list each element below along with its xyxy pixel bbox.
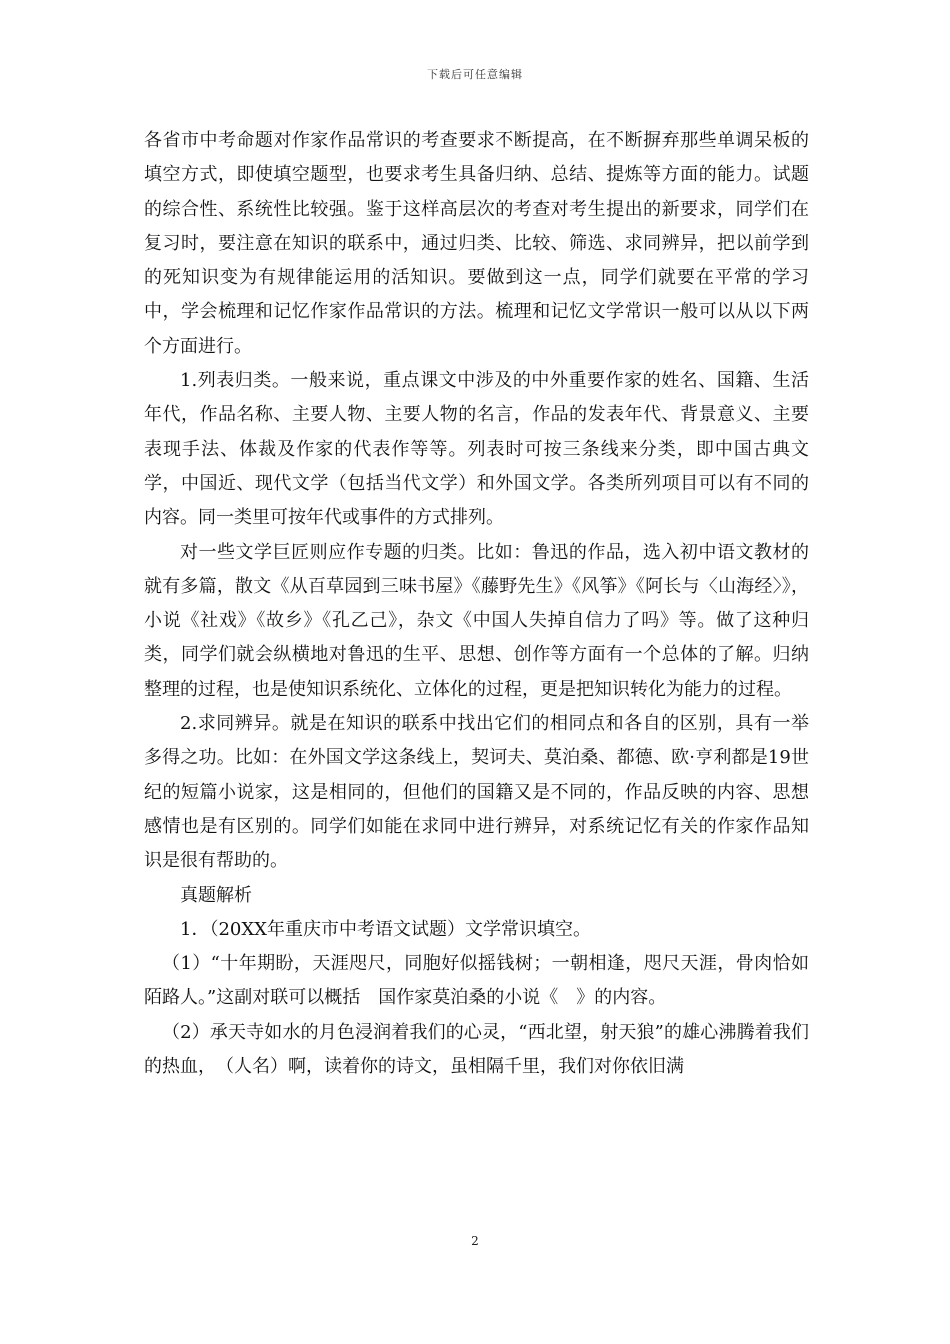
intro-paragraph: 各省市中考命题对作家作品常识的考查要求不断提高，在不断摒弃那些单调呆板的填空方式，即使填空题型，也要求考生具备归纳、总结、提炼等方面的能力。试题的综合性、系统性比较强。鉴于这样高层次的考查对考生提出的新要求，同学们在复习时，要注意在知识的联系中，通过归类、比较、筛选、求同辨异，把以前学到的死知识变为有规律能运用的活知识。要做到这一点，同学们就要在平常的学习中，学会梳理和记忆作家作品常识的方法。梳理和记忆文学常识一般可以从以下两个方面进行。 (144, 130, 809, 357)
page-header: 下载后可任意编辑 (427, 68, 523, 81)
question-1-title: 1．（20XX年重庆市中考语文试题）文学常识填空。 (180, 918, 591, 940)
section-heading-exam-analysis: 真题解析 (180, 884, 252, 906)
question-1-part-2: （2）承天寺如水的月色浸润着我们的心灵，“西北望，射天狼”的雄心沸腾着我们的热血， （人名）啊，读着你的诗文，虽相隔千里，我们对你依旧满 (144, 1021, 809, 1078)
method-list-classify-paragraph: 1.列表归类。一般来说，重点课文中涉及的中外重要作家的姓名、国籍、生活年代，作品名称、主要人物、主要人物的名言，作品的发表年代、背景意义、主要表现手法、体裁及作家的代表作等等。列表时可按三条线来分类，即中国古典文学，中国近、现代文学（包括当代文学）和外国文学。各类所列项目可以有不同的内容。同一类里可按年代或事件的方式排列。 (144, 370, 809, 529)
question-1-part-1: （1）“十年期盼，天涯咫尺，同胞好似摇钱树；一朝相逢，咫尺天涯，骨肉恰如陌路人。”这副对联可以概括 国作家莫泊桑的小说《 》的内容。 (144, 953, 809, 1009)
document-body (144, 124, 809, 1084)
page-number: 2 (471, 1234, 479, 1248)
special-topic-paragraph: 对一些文学巨匠则应作专题的归类。比如：鲁迅的作品，选入初中语文教材的就有多篇，散文《从百草园到三味书屋》《藤野先生》《风筝》《阿长与〈山海经〉》，小说《社戏》《故乡》《孔乙己》，杂文《中国人失掉自信力了吗》等。做了这种归类，同学们就会纵横地对鲁迅的生平、思想、创作等方面有一个总体的了解。归纳整理的过程，也是使知识系统化、立体化的过程，更是把知识转化为能力的过程。 (144, 541, 809, 700)
method-compare-paragraph: 2.求同辨异。就是在知识的联系中找出它们的相同点和各自的区别，具有一举多得之功。比如：在外国文学这条线上，契诃夫、莫泊桑、都德、欧·亨利都是19世纪的短篇小说家，这是相同的，但他们的国籍又是不同的，作品反映的内容、思想感情也是有区别的。同学们如能在求同中进行辨异，对系统记忆有关的作家作品知识是很有帮助的。 (144, 713, 809, 872)
